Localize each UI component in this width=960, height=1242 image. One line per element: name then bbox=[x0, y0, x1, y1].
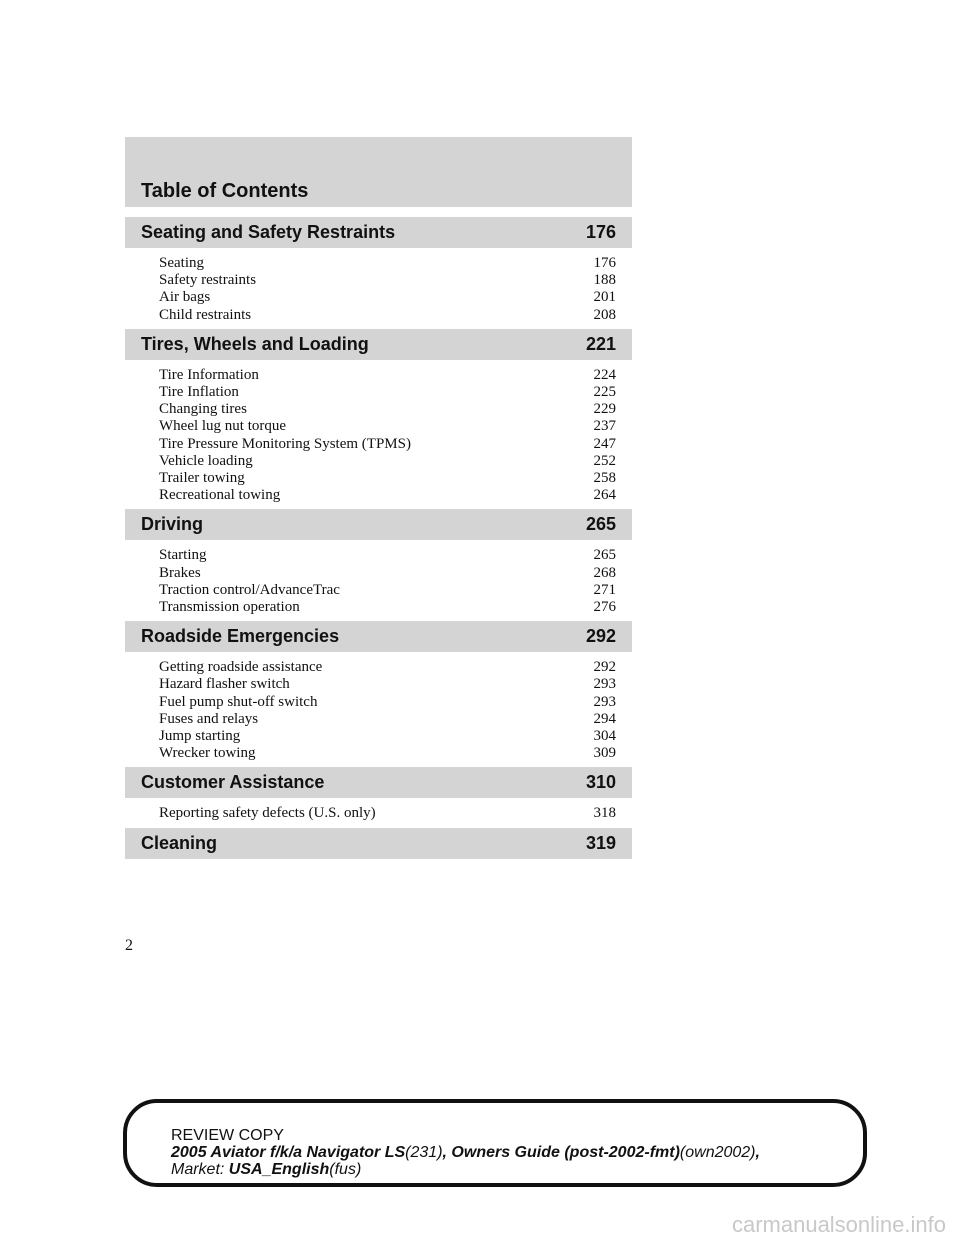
entry-label: Wheel lug nut torque bbox=[159, 418, 287, 435]
toc-entry[interactable] bbox=[159, 728, 616, 745]
review-copy-footer bbox=[123, 1099, 867, 1187]
entry-label: Fuses and relays bbox=[159, 710, 259, 727]
section-page: 265 bbox=[585, 514, 616, 535]
toc-entry[interactable] bbox=[159, 436, 616, 453]
toc-entry[interactable] bbox=[159, 401, 616, 418]
entry-page: 268 bbox=[593, 564, 616, 581]
footer-line3 bbox=[171, 1161, 851, 1178]
entry-page: 292 bbox=[593, 659, 616, 676]
toc-section-heading[interactable] bbox=[125, 621, 632, 652]
entry-page: 201 bbox=[593, 289, 616, 306]
toc-entry[interactable] bbox=[159, 547, 616, 564]
entry-page: 271 bbox=[593, 581, 616, 598]
entry-label: Brakes bbox=[159, 564, 201, 581]
entry-label: Starting bbox=[159, 547, 207, 564]
footer-sep1: , bbox=[442, 1144, 452, 1161]
entry-label: Wrecker towing bbox=[159, 745, 256, 762]
page-title: Table of Contents bbox=[141, 180, 309, 202]
section-title: Driving bbox=[141, 514, 204, 535]
section-page: 292 bbox=[585, 626, 616, 647]
toc-entry[interactable] bbox=[159, 805, 616, 822]
toc-entry[interactable] bbox=[159, 272, 616, 289]
toc-entry[interactable] bbox=[159, 694, 616, 711]
entry-label: Child restraints bbox=[159, 306, 252, 323]
section-title: Cleaning bbox=[141, 832, 218, 853]
entry-page: 188 bbox=[593, 272, 616, 289]
entry-label: Transmission operation bbox=[159, 599, 300, 616]
entry-label: Reporting safety defects (U.S. only) bbox=[159, 805, 376, 822]
footer-model: 2005 Aviator f/k/a Navigator LS bbox=[171, 1144, 406, 1161]
toc-entry[interactable] bbox=[159, 565, 616, 582]
toc-entry[interactable] bbox=[159, 289, 616, 306]
toc-entry[interactable] bbox=[159, 307, 616, 324]
entry-label: Jump starting bbox=[159, 728, 241, 745]
entry-label: Tire Inflation bbox=[159, 384, 239, 401]
toc-entry[interactable] bbox=[159, 676, 616, 693]
entry-page: 258 bbox=[593, 470, 616, 487]
toc-section-heading[interactable] bbox=[125, 329, 632, 360]
toc-entry-list bbox=[125, 248, 632, 329]
footer-model-code: (231) bbox=[405, 1144, 443, 1161]
toc-entry[interactable] bbox=[159, 599, 616, 616]
toc-section-heading[interactable] bbox=[125, 828, 632, 859]
entry-page: 265 bbox=[593, 547, 616, 564]
page-number: 2 bbox=[125, 937, 133, 954]
toc-entry-list bbox=[125, 360, 632, 510]
entry-label: Trailer towing bbox=[159, 470, 245, 487]
toc-entry[interactable] bbox=[159, 487, 616, 504]
footer-line2 bbox=[171, 1144, 851, 1161]
section-title: Customer Assistance bbox=[141, 772, 325, 793]
footer-market: USA_English bbox=[228, 1161, 330, 1178]
entry-label: Vehicle loading bbox=[159, 452, 253, 469]
footer-market-label: Market: bbox=[171, 1161, 229, 1178]
footer-guide: Owners Guide (post-2002-fmt) bbox=[451, 1144, 680, 1161]
entry-page: 208 bbox=[593, 306, 616, 323]
footer-review-copy: REVIEW COPY bbox=[171, 1127, 284, 1144]
footer-sep2: , bbox=[755, 1144, 760, 1161]
entry-label: Seating bbox=[159, 255, 204, 271]
toc-entry[interactable] bbox=[159, 470, 616, 487]
toc-entry[interactable] bbox=[159, 255, 616, 272]
entry-page: 224 bbox=[593, 366, 616, 383]
entry-label: Changing tires bbox=[159, 401, 247, 418]
toc-section-heading[interactable] bbox=[125, 509, 632, 540]
entry-page: 293 bbox=[593, 676, 616, 693]
section-page: 319 bbox=[585, 832, 616, 853]
section-page: 221 bbox=[585, 333, 616, 354]
entry-page: 229 bbox=[593, 401, 616, 418]
entry-page: 247 bbox=[593, 435, 616, 452]
entry-page: 309 bbox=[593, 745, 616, 762]
footer-market-code: (fus) bbox=[329, 1161, 362, 1178]
toc-header bbox=[125, 137, 632, 207]
entry-label: Recreational towing bbox=[159, 487, 281, 504]
section-title: Roadside Emergencies bbox=[141, 626, 340, 647]
toc-entry[interactable] bbox=[159, 582, 616, 599]
entry-page: 304 bbox=[593, 728, 616, 745]
entry-label: Tire Information bbox=[159, 366, 259, 383]
section-page: 176 bbox=[585, 222, 616, 242]
toc-entry[interactable] bbox=[159, 659, 616, 676]
toc-entry[interactable] bbox=[159, 453, 616, 470]
entry-label: Safety restraints bbox=[159, 272, 257, 289]
toc-entry[interactable] bbox=[159, 367, 616, 384]
entry-label: Fuel pump shut-off switch bbox=[159, 693, 318, 710]
section-spacer bbox=[125, 859, 632, 865]
entry-page: 252 bbox=[593, 452, 616, 469]
toc-entry-list bbox=[125, 540, 632, 621]
watermark: carmanualsonline.info bbox=[731, 1212, 946, 1237]
section-page: 310 bbox=[585, 772, 616, 793]
entry-label: Hazard flasher switch bbox=[159, 676, 290, 693]
entry-page: 276 bbox=[593, 599, 616, 616]
section-title: Tires, Wheels and Loading bbox=[141, 333, 369, 354]
entry-label: Tire Pressure Monitoring System (TPMS) bbox=[159, 435, 411, 452]
entry-page: 237 bbox=[593, 418, 616, 435]
entry-page: 264 bbox=[593, 487, 616, 504]
toc-section-heading[interactable] bbox=[125, 217, 632, 248]
entry-page: 176 bbox=[593, 255, 616, 271]
entry-page: 225 bbox=[593, 384, 616, 401]
toc-entry-list bbox=[125, 798, 632, 827]
entry-page: 293 bbox=[593, 693, 616, 710]
toc-entry[interactable] bbox=[159, 384, 616, 401]
entry-label: Getting roadside assistance bbox=[159, 659, 323, 676]
footer-text bbox=[171, 1127, 851, 1178]
entry-page: 294 bbox=[593, 710, 616, 727]
toc-section-heading[interactable] bbox=[125, 767, 632, 798]
footer-guide-code: (own2002) bbox=[679, 1144, 756, 1161]
entry-label: Traction control/AdvanceTrac bbox=[159, 581, 340, 598]
toc-entry-list bbox=[125, 652, 632, 767]
table-of-contents bbox=[125, 217, 632, 865]
toc-entry[interactable] bbox=[159, 711, 616, 728]
entry-page: 318 bbox=[593, 805, 616, 822]
section-title: Seating and Safety Restraints bbox=[141, 222, 396, 242]
toc-entry[interactable] bbox=[159, 745, 616, 762]
toc-entry[interactable] bbox=[159, 418, 616, 435]
entry-label: Air bags bbox=[159, 289, 211, 306]
